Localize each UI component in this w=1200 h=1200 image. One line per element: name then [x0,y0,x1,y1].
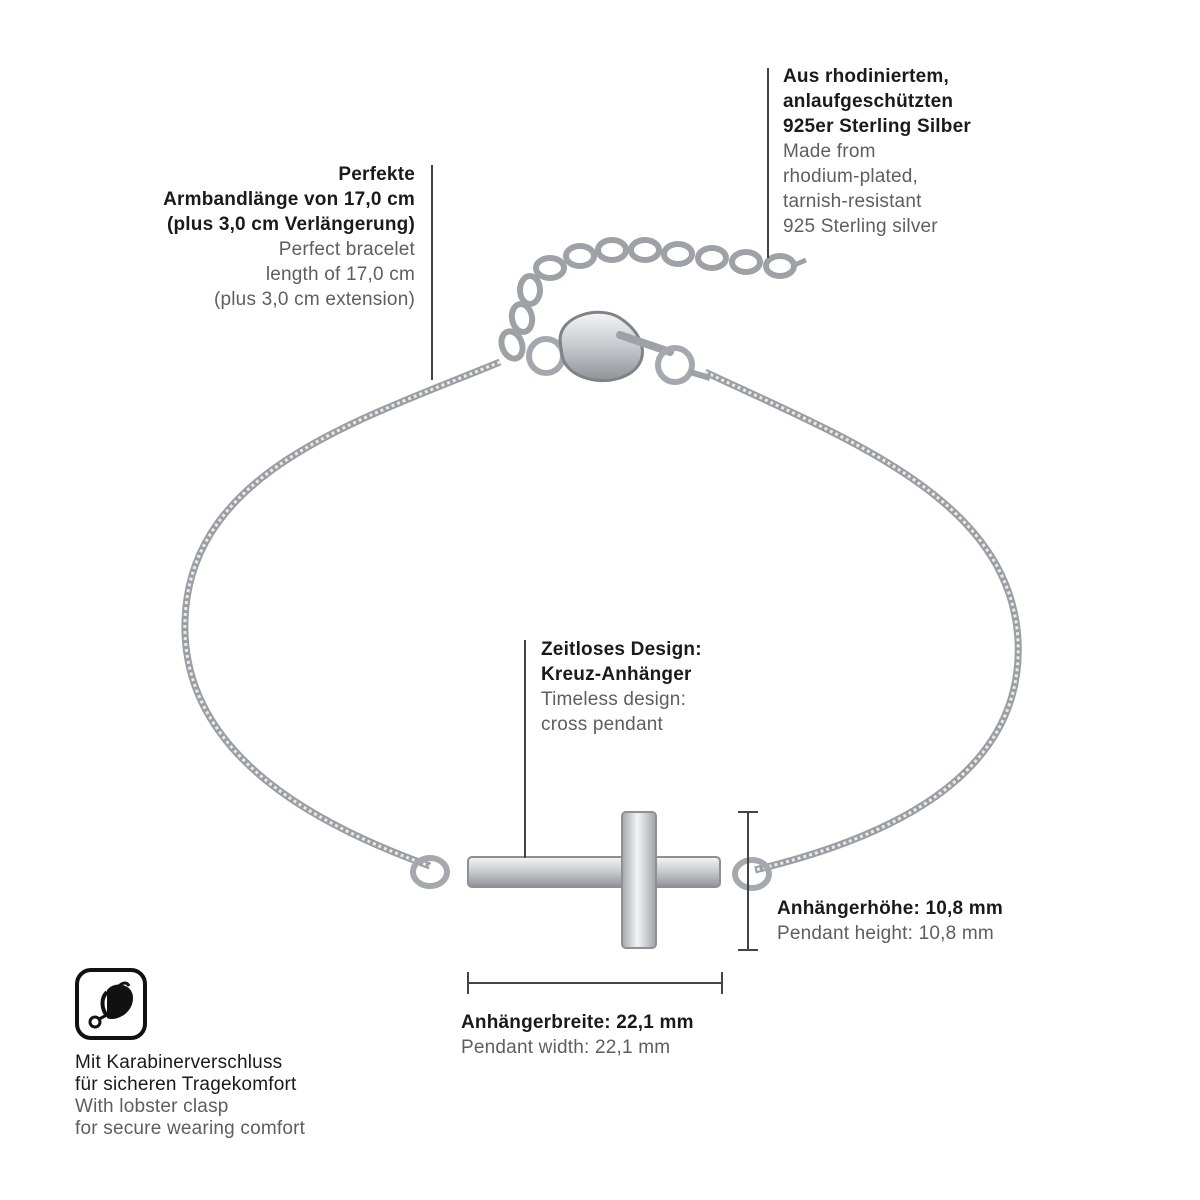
design-en-2: cross pendant [541,714,663,735]
material-de-3: 925er Sterling Silber [783,116,971,137]
clasp-de-1: Mit Karabinerverschluss [75,1052,283,1073]
height-annotation [777,896,1003,946]
design-annotation [541,637,702,737]
clasp-en-1: With lobster clasp [75,1096,229,1117]
cross-pendant [468,812,720,948]
bracelet-chain [185,362,500,866]
width-annotation [461,1010,694,1060]
length-de-2: Armbandlänge von 17,0 cm [163,189,415,210]
design-en-1: Timeless design: [541,689,687,710]
material-leader-line [767,68,769,258]
material-de-1: Aus rhodiniertem, [783,66,949,87]
width-dimension-line [468,972,722,994]
length-en-1: Perfect bracelet [278,239,415,260]
clasp-en-2: for secure wearing comfort [75,1118,306,1139]
length-annotation [163,162,415,312]
height-en: Pendant height: 10,8 mm [777,923,994,944]
material-de-2: anlaufgeschützten [783,91,954,112]
material-en-3: tarnish-resistant [783,191,922,212]
design-de-1: Zeitloses Design: [541,639,702,660]
material-en-4: 925 Sterling silver [783,216,938,237]
length-en-3: (plus 3,0 cm extension) [213,289,415,310]
length-en-2: length of 17,0 cm [265,264,415,285]
design-leader-line [524,640,526,858]
material-en-2: rhodium-plated, [783,166,919,187]
height-de: Anhängerhöhe: 10,8 mm [777,898,1003,919]
design-de-2: Kreuz-Anhänger [541,664,692,685]
length-de-3: (plus 3,0 cm Verlängerung) [166,214,415,235]
width-en: Pendant width: 22,1 mm [461,1037,671,1058]
jump-ring-left [529,339,563,373]
material-annotation [783,64,971,239]
material-en-1: Made from [783,141,876,162]
bracelet-chain-right [705,372,1018,870]
lobster-clasp-icon [75,968,147,1040]
length-de-1: Perfekte [338,164,415,185]
lobster-clasp [560,312,643,380]
jump-ring-right [658,348,692,382]
clasp-annotation [75,1052,305,1140]
width-de: Anhängerbreite: 22,1 mm [461,1012,694,1033]
clasp-de-2: für sicheren Tragekomfort [75,1074,297,1095]
length-leader-line [431,165,433,380]
